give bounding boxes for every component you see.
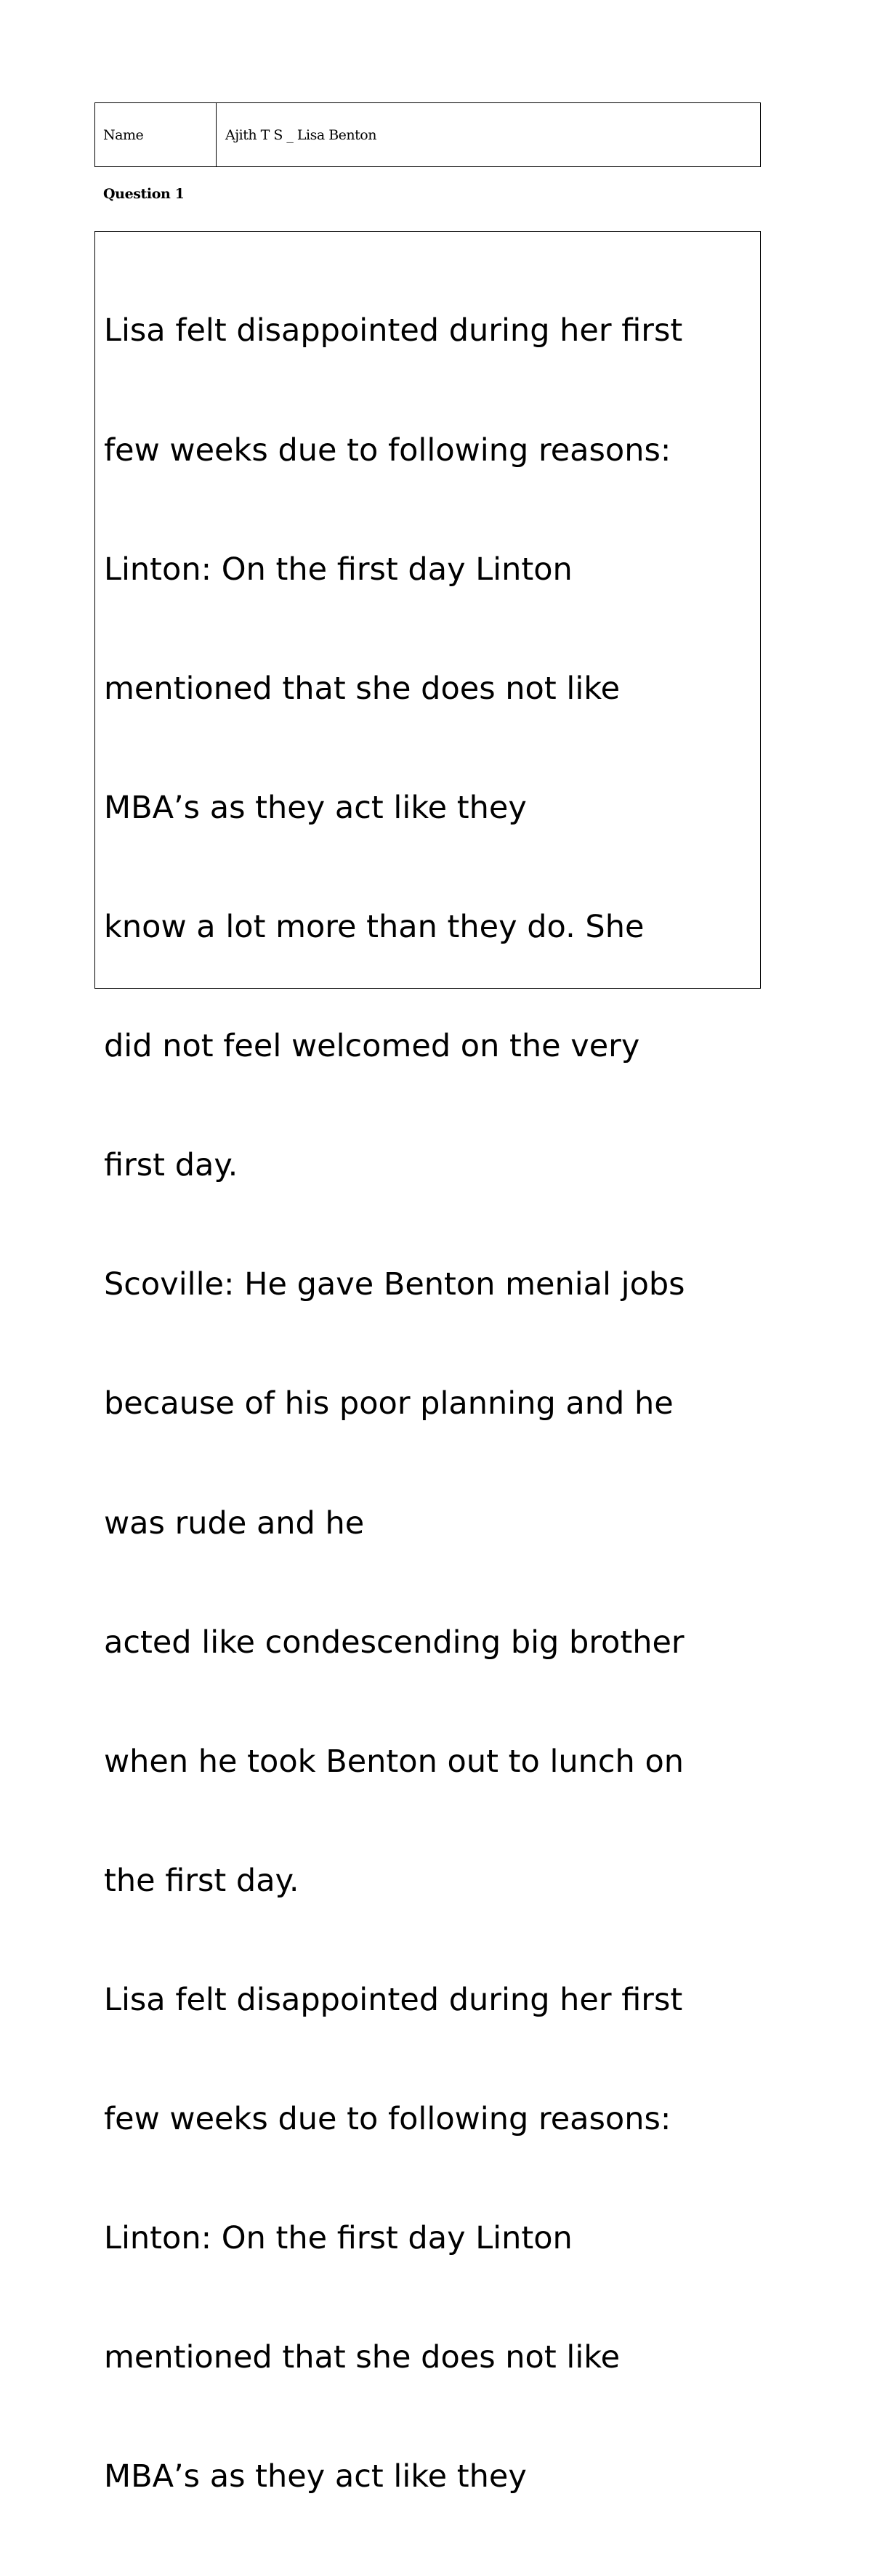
answer-line: because of his poor planning and he [104,1385,674,1422]
answer-line: few weeks due to following reasons: [104,432,671,469]
answer-line: Linton: On the first day Linton [104,551,573,588]
answer-line: MBA’s as they act like they [104,2458,527,2495]
answer-line: Lisa felt disappointed during her first [104,312,683,349]
answer-line: was rude and he [104,1504,365,1542]
answer-line: the first day. [104,1862,299,1899]
answer-line: first day. [104,1147,238,1184]
answer-line: mentioned that she does not like [104,670,621,707]
answer-text [104,232,758,2576]
answer-line: know a lot more than they do. She [104,908,645,945]
answer-line: Lisa felt disappointed during her first [104,1981,683,2018]
answer-line: Linton: On the first day Linton [104,2220,573,2257]
answer-line: when he took Benton out to lunch on [104,1743,685,1780]
answer-line: acted like condescending big brother [104,1624,685,1661]
answer-line: Scoville: He gave Benton menial jobs [104,1266,685,1303]
answer-line: few weeks due to following reasons: [104,2101,671,2138]
name-value: Ajith T S _ Lisa Benton [225,126,376,143]
answer-box [94,231,761,2495]
answer-line: mentioned that she does not like [104,2339,621,2376]
name-table [94,102,761,167]
name-label: Name [95,103,217,166]
question-heading: Question 1 [103,186,185,202]
answer-line: MBA’s as they act like they [104,789,527,826]
answer-line: did not feel welcomed on the very [104,1028,640,1065]
